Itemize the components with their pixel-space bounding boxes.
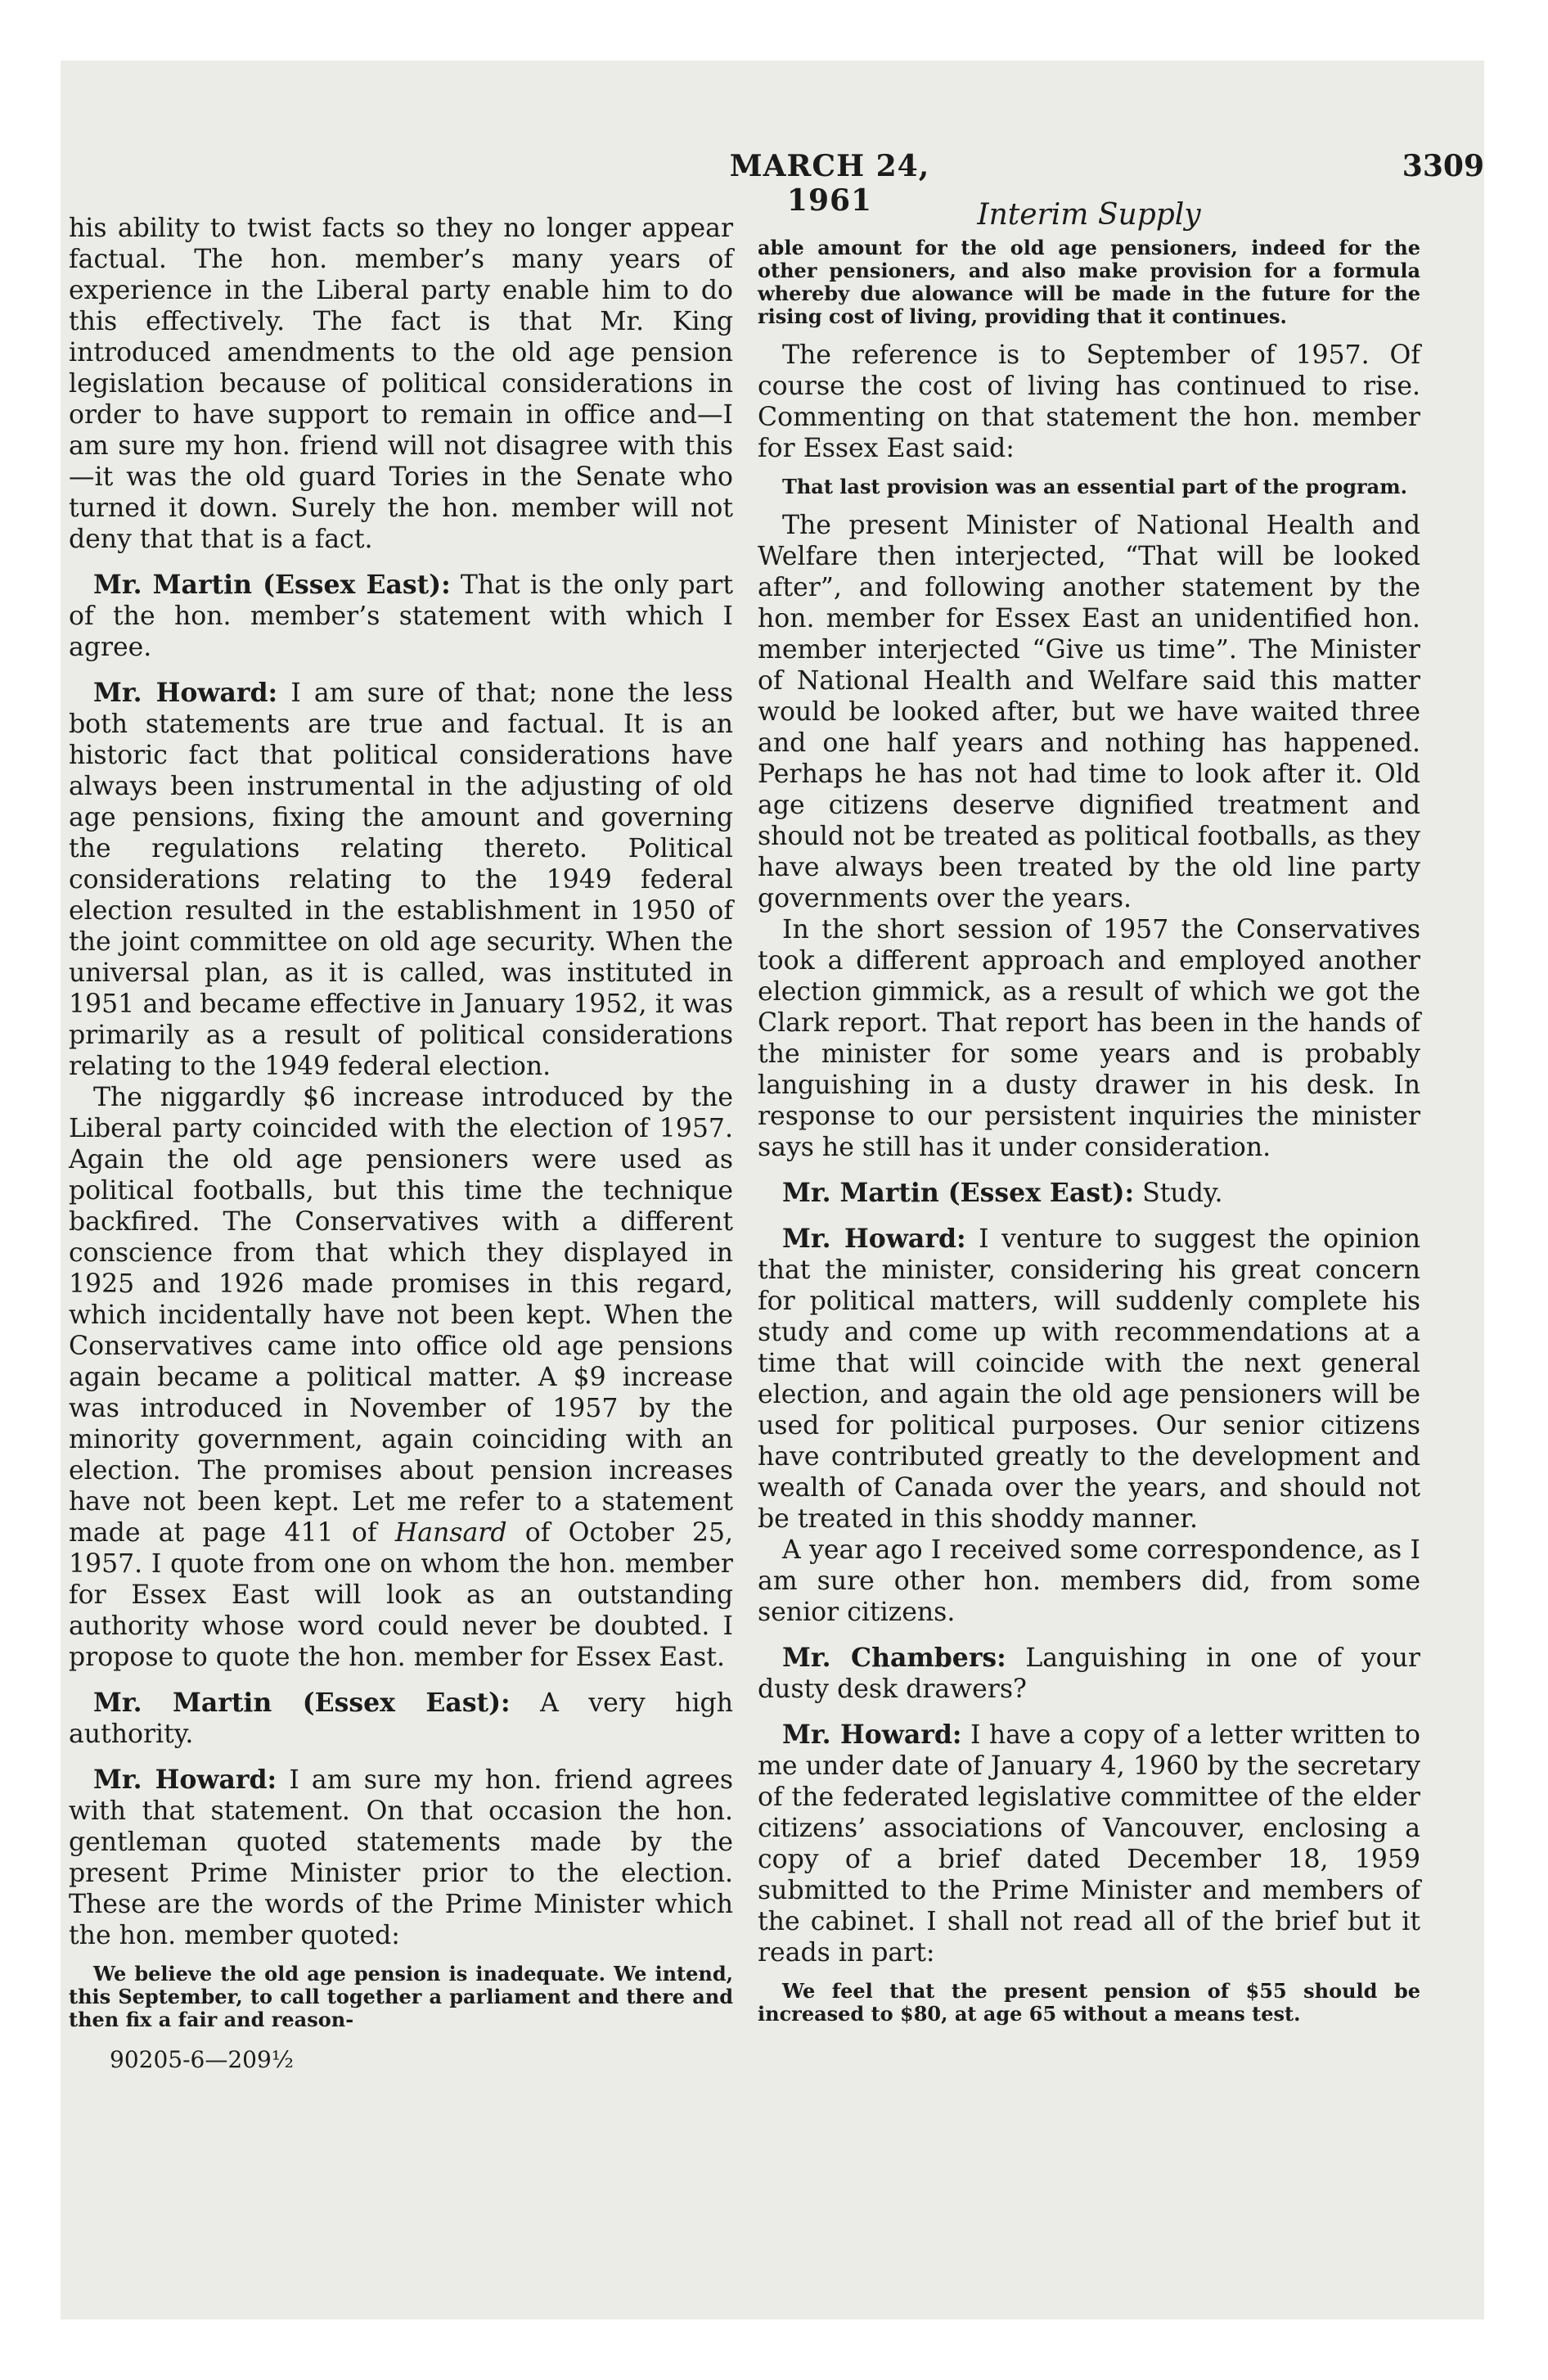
block-quote: We believe the old age pension is inadequate. We intend, this September, to call together a parliament and there and then fix a fair and reason- xyxy=(69,1962,733,2031)
page-number: 3309 xyxy=(1402,149,1484,183)
section-subheader: Interim Supply xyxy=(977,198,1201,232)
paragraph: The present Minister of National Health and Welfare then interjected, “That will be looked after”, and following another statement by the hon. member for Essex East an unidentified hon. member interjected “Give us time”. The Minister of National Health and Welfare said this matter would be looked after, but we have waited three and one half years and nothing has happened. Perhaps he has not had time to look after it. Old age citizens deserve dignified treatment and should not be treated as political footballs, as they have always been treated by the old line party governments over the years. xyxy=(758,511,1420,913)
paragraph: his ability to twist facts so they no longer appear factual. The hon. member’s many years of experience in the Liberal party enable him to do this effectively. The fact is that Mr. King introduced amendments to the old age pension legislation because of political considerations in order to have support to remain in office and—I am sure my hon. friend will not disagree with this—it was the old guard Tories in the Senate who turned it down. Surely the hon. member will not deny that that is a fact. xyxy=(69,214,733,554)
speech-text: Languishing in one of your dusty desk drawers? xyxy=(758,1643,1420,1704)
speech-text: That is the only part of the hon. member’s statement with which I agree. xyxy=(69,570,734,662)
speaker-name: Mr. Martin (Essex East): xyxy=(93,570,451,600)
right-column xyxy=(758,198,1420,2037)
paragraph xyxy=(69,1765,733,1951)
paragraph: In the short session of 1957 the Conservatives took a different approach and employed another election gimmick, as a result of which we got the Clark report. That report has been in the hands of the minister for some years and is probably languishing in a dusty drawer in his desk. In response to our persistent inquiries the minister says he still has it under consideration. xyxy=(758,915,1420,1162)
paragraph: The reference is to September of 1957. Of course the cost of living has continued to rise. Commenting on that statement the hon. member for Essex East said: xyxy=(758,340,1420,463)
paragraph xyxy=(69,678,733,1082)
speech-text: I venture to suggest the opinion that the minister, considering his great concern for political matters, will suddenly complete his study and come up with recommendations at a time that will coincide with the next general election, and again the old age pensioners will be used for political purposes. Our senior citizens have contributed greatly to the development and wealth of Canada over the years, and should not be treated in this shoddy manner. xyxy=(758,1224,1420,1534)
speech-text: I am sure of that; none the less both statements are true and factual. It is an historic fact that political considerations have always been instrumental in the adjusting of old age pensions, fixing the amount and governing the regulations relating thereto. Political considerations relating to the 1949 federal election resulted in the establishment in 1950 of the joint committee on old age security. When the universal plan, as it is called, was instituted in 1951 and became effective in January 1952, it was primarily as a result of political considerations relating to the 1949 federal election. xyxy=(69,678,733,1081)
paragraph xyxy=(758,1178,1420,1209)
speaker-name: Mr. Howard: xyxy=(782,1720,962,1750)
footer-note: 90205-6—209½ xyxy=(110,2046,294,2073)
speech-text: A very high authority. xyxy=(69,1688,733,1749)
speaker-name: Mr. Howard: xyxy=(93,678,278,708)
speaker-name: Mr. Howard: xyxy=(93,1765,277,1795)
speaker-name: Mr. Chambers: xyxy=(782,1643,1006,1673)
speech-text: I am sure my hon. friend agrees with that statement. On that occasion the hon. gentleman quoted statements made by the present Prime Minister prior to the election. These are the words of the Prime Minister which the hon. member quoted: xyxy=(69,1765,734,1950)
paragraph xyxy=(758,1720,1420,1968)
speech-text: of October 25, 1957. I quote from one on whom the hon. member for Essex East will look as an outstanding authority whose word could never be doubted. I propose to quote the hon. member for Essex East. xyxy=(69,1518,734,1672)
paragraph xyxy=(69,570,733,663)
speech-text: The niggardly $6 increase introduced by the Liberal party coincided with the election of 1957. Again the old age pensioners were used as political footballs, but this time the technique backfired. The Conservatives with a different conscience from that which they displayed in 1925 and 1926 made promises in this regard, which incidentally have not been kept. When the Conservatives came into office old age pensions again became a political matter. A $9 increase was introduced in November of 1957 by the minority government, again coinciding with an election. The promises about pension increases have not been kept. Let me refer to a statement made at page 411 of xyxy=(69,1083,733,1548)
paragraph xyxy=(758,1224,1420,1535)
speaker-name: Mr. Martin (Essex East): xyxy=(93,1688,511,1718)
paragraph xyxy=(69,1688,733,1750)
page xyxy=(61,61,1484,2319)
paragraph xyxy=(69,1082,733,1673)
paragraph: A year ago I received some correspondence, as I am sure other hon. members did, from some senior citizens. xyxy=(758,1535,1420,1627)
speech-text: Study. xyxy=(1142,1179,1223,1208)
hansard-italic: Hansard xyxy=(394,1518,507,1548)
speaker-name: Mr. Martin (Essex East): xyxy=(782,1178,1135,1208)
speaker-name: Mr. Howard: xyxy=(782,1224,966,1254)
left-column xyxy=(69,213,733,2073)
paragraph xyxy=(758,1643,1420,1705)
block-quote: able amount for the old age pensioners, indeed for the other pensioners, and also make provision for a formula whereby due alowance will be made in the future for the rising cost of living, providing that it continues. xyxy=(758,236,1420,328)
block-quote: We feel that the present pension of $55 should be increased to $80, at age 65 without a means test. xyxy=(758,1979,1420,2026)
header-date: MARCH 24, 1961 xyxy=(729,149,930,218)
speech-text: I have a copy of a letter written to me under date of January 4, 1960 by the secretary of the federated legislative committee of the elder citizens’ associations of Vancouver, enclosing a copy of a brief dated December 18, 1959 submitted to the Prime Minister and members of the cabinet. I shall not read all of the brief but it reads in part: xyxy=(758,1720,1421,1968)
block-quote: That last provision was an essential part of the program. xyxy=(782,475,1407,498)
